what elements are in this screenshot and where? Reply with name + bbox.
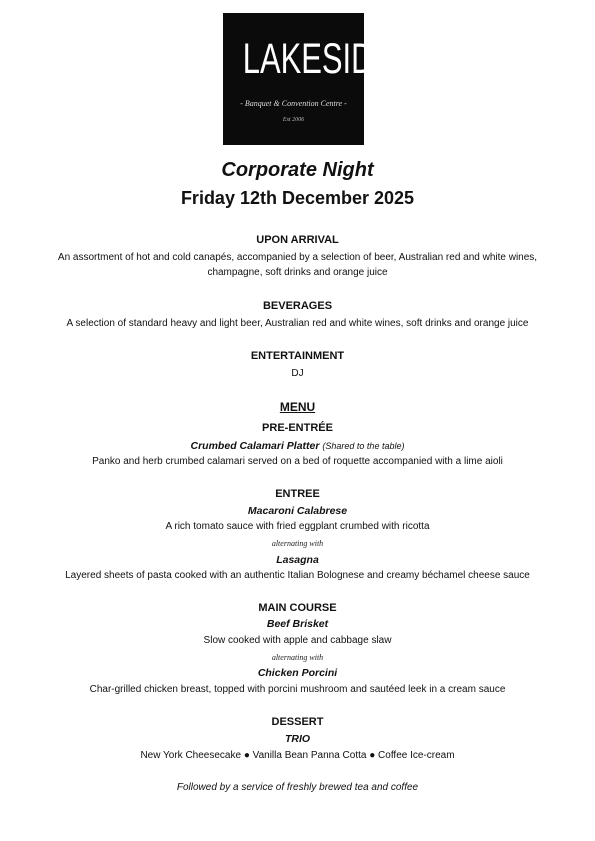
arrival-text-line2: champagne, soft drinks and orange juice [207,267,388,278]
entree-alternating: alternating with [271,539,324,548]
event-date: Friday 12th December 2025 [180,188,415,208]
footer-note: Followed by a service of freshly brewed tea and coffee [176,782,419,793]
main-dish-2: Chicken Porcini [257,667,338,679]
main-description-1: Slow cooked with apple and cabbage slaw [203,635,392,646]
beverages-text: A selection of standard heavy and light beer, Australian red and white wines, soft drinks and orange juice [66,318,529,329]
logo-subtitle: - Banquet & Convention Centre - [240,99,347,108]
logo-wordmark: LAKESIDE [242,35,395,83]
logo-established: Est 2006 [282,117,305,123]
entertainment-heading: ENTERTAINMENT [250,350,345,362]
main-alternating: alternating with [271,653,324,662]
entertainment-text: DJ [291,368,304,379]
pre-entree-dish: Crumbed Calamari Platter [190,440,320,452]
dessert-dish: TRIO [284,733,311,745]
entree-dish-1: Macaroni Calabrese [247,505,348,517]
pre-entree-description: Panko and herb crumbed calamari served on a bed of roquette accompanied with a lime aioli [92,456,503,467]
beverages-heading: BEVERAGES [262,300,333,312]
menu-heading: MENU [279,400,316,414]
entree-description-2: Layered sheets of pasta cooked with an authentic Italian Bolognese and creamy béchamel cheese sauce [65,570,530,581]
main-course-heading: MAIN COURSE [258,602,337,614]
entree-heading: ENTREE [275,488,320,500]
dessert-description: New York Cheesecake ● Vanilla Bean Panna Cotta ● Coffee Ice-cream [140,750,455,761]
pre-entree-dish-line [0,440,595,452]
arrival-heading: UPON ARRIVAL [256,234,339,246]
pre-entree-heading: PRE-ENTRÉE [262,422,333,434]
entree-dish-2: Lasagna [276,554,319,566]
main-description-2: Char-grilled chicken breast, topped with porcini mushroom and sautéed leek in a cream sauce [89,684,506,695]
event-title: Corporate Night [221,159,374,181]
entree-description-1: A rich tomato sauce with fried eggplant crumbed with ricotta [165,521,430,532]
dessert-heading: DESSERT [271,716,324,728]
pre-entree-note: (Shared to the table) [322,441,405,451]
arrival-text-line1: An assortment of hot and cold canapés, accompanied by a selection of beer, Australian red and white wines, [57,252,538,263]
main-dish-1: Beef Brisket [266,618,329,630]
lakeside-logo [223,13,395,145]
